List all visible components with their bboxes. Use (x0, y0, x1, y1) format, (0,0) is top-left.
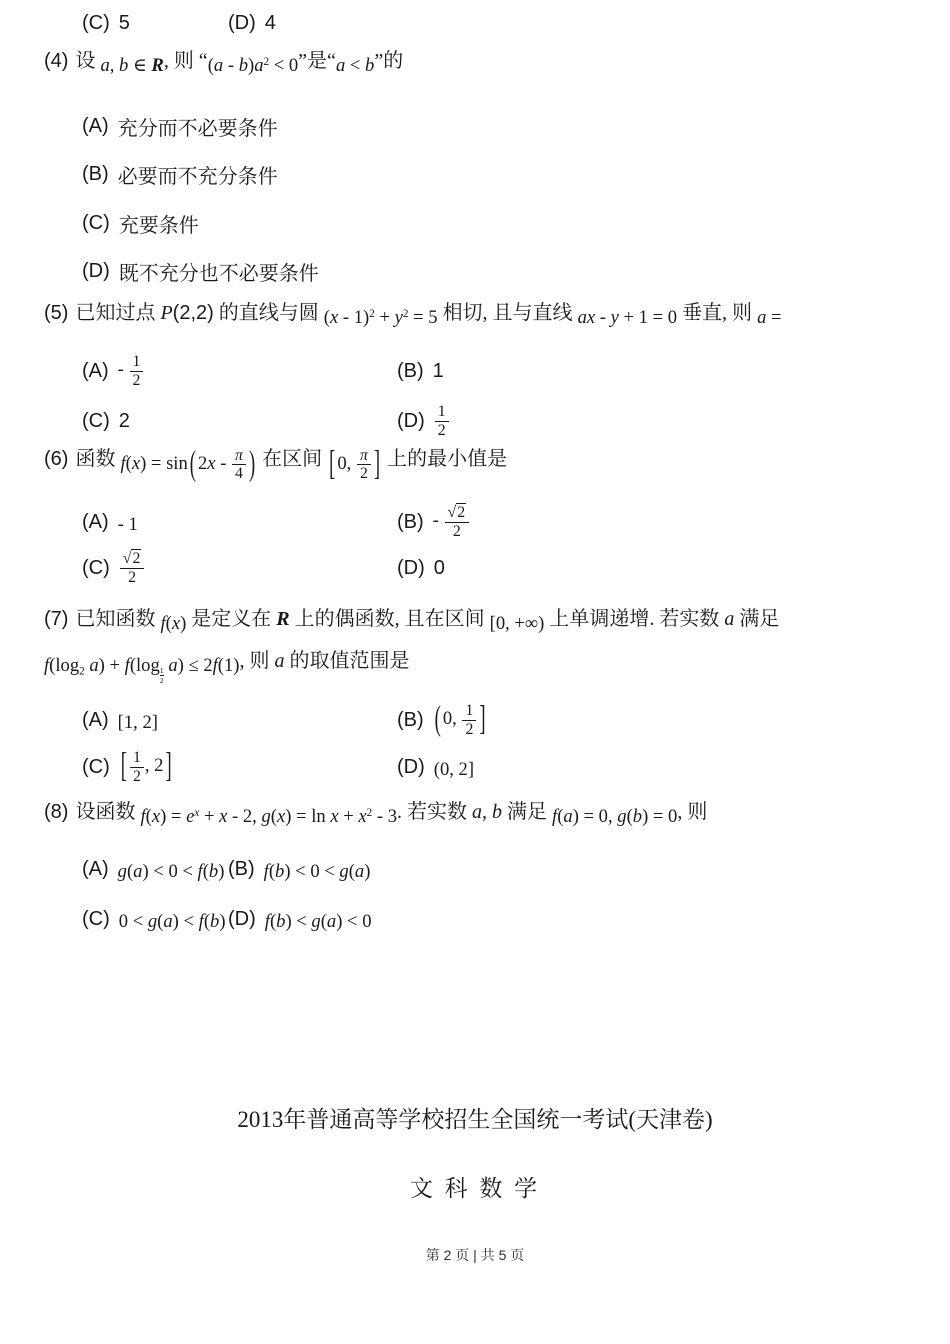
question-7-options-row-2 (82, 744, 474, 790)
question-4-stem (44, 48, 403, 78)
question-number: (7) (44, 608, 69, 630)
question-number: (6) (44, 448, 69, 470)
option-b (397, 504, 470, 539)
option-value: (0, 2] (433, 758, 475, 780)
question-number: (5) (44, 302, 69, 324)
option-c (82, 906, 228, 933)
option-label: (C) (82, 409, 110, 432)
option-label: (A) (82, 510, 109, 533)
option-value: [1, 2] (117, 711, 158, 733)
question-text: 设函数 $f(x) = e^x + x - 2$, $g(x) = \ln x + x^2 - 3$. 若实数 a, b 满足 f(a) = 0, g(b) = 0, 则 (75, 801, 708, 827)
exam-title: 2013年普通高等学校招生全国统一考试(天津卷) (237, 1107, 713, 1132)
question-7-stem-line-1 (44, 606, 779, 636)
option-value: 充要条件 (118, 215, 199, 237)
option-value: 既不充分也不必要条件 (118, 263, 319, 285)
option-value: - $\frac{√2}{2}$ (433, 504, 470, 539)
option-value: 4 (264, 11, 276, 34)
option-label: (C) (82, 556, 110, 579)
option-b (397, 699, 488, 739)
option-label: (D) (397, 755, 425, 778)
option-label: (B) (228, 857, 255, 880)
question-4-option-a (82, 112, 278, 141)
option-label: (C) (82, 212, 110, 234)
option-value: 2 (118, 409, 130, 432)
option-c (82, 12, 228, 35)
question-number: (4) (44, 50, 69, 72)
option-value: 0 < g(a) < f(b) (118, 910, 226, 932)
option-b (228, 856, 370, 883)
option-d (228, 12, 276, 35)
option-value: 1 (432, 359, 444, 382)
option-a (82, 509, 397, 536)
option-label: (B) (397, 510, 424, 533)
question-5-stem (44, 300, 782, 330)
option-c (82, 746, 397, 786)
question-6-options-row-2 (82, 544, 445, 592)
option-value: 充分而不必要条件 (117, 118, 278, 140)
option-d (397, 557, 445, 580)
option-value: $\frac{1}{2}$ (434, 403, 450, 438)
option-label: (D) (397, 556, 425, 579)
question-text: f(log2 a) + f(log $\frac{1}{2}$ a) ≤ 2f(1), 则 a 的取值范围是 (44, 650, 410, 685)
option-value: $\frac{√2}{2}$ (119, 550, 146, 585)
option-label: (C) (82, 755, 110, 778)
question-4-option-d (82, 257, 319, 286)
option-label: (B) (397, 359, 424, 382)
option-value: 0 (433, 556, 445, 579)
option-label: (A) (82, 115, 109, 137)
option-value: [ $\frac{1}{2}$ , 2 ] (120, 746, 172, 786)
option-label: (B) (82, 163, 109, 185)
option-b (397, 360, 444, 383)
option-value: ( 0, $\frac{1}{2}$ ] (434, 699, 486, 739)
exam-subtitle: 文 科 数 学 (409, 1176, 541, 1201)
option-a (82, 707, 397, 734)
question-4-option-b (82, 160, 278, 189)
option-label: (B) (397, 708, 424, 731)
option-label: (D) (82, 260, 110, 282)
option-value: f(b) < 0 < g(a) (263, 860, 371, 882)
question-5-options-row-1 (82, 348, 444, 394)
option-value: - 1 (117, 513, 138, 535)
option-label: (A) (82, 708, 109, 731)
option-label: (D) (397, 409, 425, 432)
question-8-stem (44, 799, 707, 829)
question-text: 函数 f(x) = sin ( 2x - $\frac{\pi}{4}$ ) 在区间 [ 0, $\frac{\pi}{2}$ ] 上的最小值是 (75, 445, 508, 484)
option-label: (C) (82, 11, 110, 34)
question-text: 已知过点 P(2,2) 的直线与圆 $(x - 1)^2 + y^2 = 5$ 相切, 且与直线 ax - y + 1 = 0 垂直, 则 a = (75, 302, 782, 328)
option-d (397, 403, 450, 438)
question-4-option-c (82, 209, 199, 238)
option-label: (C) (82, 907, 110, 930)
option-c (82, 550, 397, 585)
question-7-stem-line-2 (44, 648, 409, 685)
question-text: 已知函数 f(x) 是定义在 R 上的偶函数, 且在区间 [0, +∞) 上单调递增. 若实数 a 满足 (75, 608, 780, 634)
question-number: (8) (44, 801, 69, 823)
option-value: g(a) < 0 < f(b) (117, 860, 225, 882)
option-a (82, 856, 228, 883)
carryover-options-row (82, 10, 276, 36)
question-8-options-row-1 (82, 852, 370, 886)
option-a (82, 353, 397, 388)
option-d (397, 754, 474, 781)
option-d (228, 906, 372, 933)
option-label: (D) (228, 907, 256, 930)
option-label: (A) (82, 857, 109, 880)
option-value: f(b) < g(a) < 0 (264, 910, 372, 932)
option-label: (A) (82, 359, 109, 382)
option-label: (D) (228, 11, 256, 34)
question-6-stem (44, 446, 507, 482)
question-5-options-row-2 (82, 398, 450, 444)
page-footer: 第 2 页 | 共 5 页 (425, 1247, 525, 1263)
question-8-options-row-2 (82, 902, 372, 936)
option-value: 必要而不充分条件 (117, 166, 278, 188)
question-7-options-row-1 (82, 696, 488, 744)
question-6-options-row-1 (82, 498, 470, 546)
question-text: 设 a, b ∈ R, 则 “$(a - b)a^2 < 0$”是“a < b”的 (75, 50, 404, 76)
option-value: 5 (118, 11, 130, 34)
option-value: - $\frac{1}{2}$ (118, 353, 145, 388)
option-c (82, 410, 397, 433)
